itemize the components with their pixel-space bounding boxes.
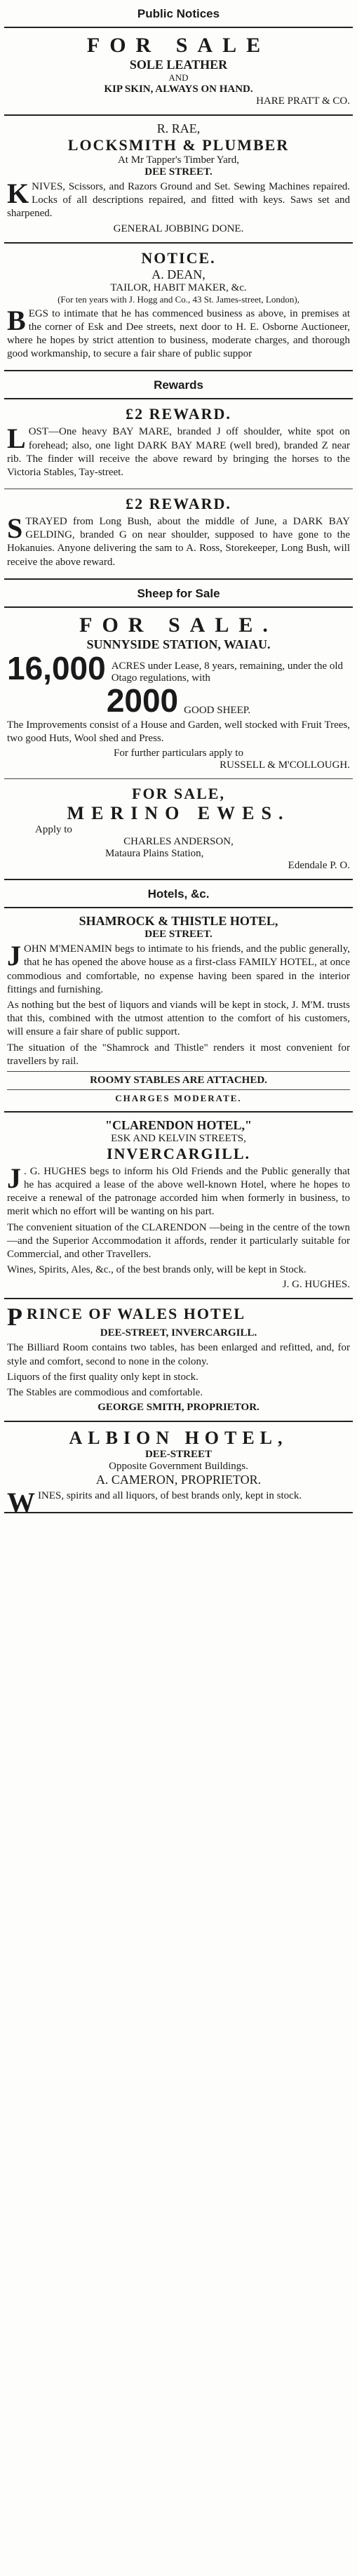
ad-reward-gelding — [4, 492, 353, 576]
ad-subtitle: (For ten years with J. Hogg and Co., 43 St. James-street, London), — [58, 293, 299, 305]
ad-line: KIP SKIN, ALWAYS ON HAND. — [104, 84, 253, 95]
ad-rae-locksmith — [4, 119, 353, 239]
ad-streets: ESK AND KELVIN STREETS, — [111, 1132, 246, 1144]
divider — [4, 1512, 353, 1513]
ad-street: DEE STREET. — [144, 929, 213, 941]
divider — [7, 1071, 350, 1072]
ad-name: ALBION HOTEL, — [69, 1428, 288, 1449]
acres-number: 16,000 — [7, 649, 106, 686]
ad-body-text: INES, spirits and all liquors, of best brands only, kept in stock. — [38, 1490, 302, 1502]
ad-trade: TAILOR, HABIT MAKER, &c. — [110, 281, 247, 293]
ad-po: Edendale P. O. — [288, 860, 350, 872]
section-sheep: Sheep for Sale — [137, 586, 220, 600]
dropcap: W — [7, 1487, 35, 1519]
ad-footer: GENERAL JOBBING DONE. — [113, 223, 244, 234]
ad-signature: GEORGE SMITH, PROPRIETOR. — [97, 1402, 260, 1414]
ad-apply: Apply to — [35, 824, 72, 836]
ad-merino-ewes — [4, 782, 353, 876]
dropcap: L — [7, 423, 26, 455]
divider — [4, 1298, 353, 1299]
ad-body: Wines, Spirits, Ales, &c., of the best brands only, will be kept in Stock. — [7, 1264, 307, 1276]
ad-trade: LOCKSMITH & PLUMBER — [67, 136, 290, 154]
ad-name: SHAMROCK & THISTLE HOTEL, — [79, 914, 278, 929]
ad-station: SUNNYSIDE STATION, WAIAU. — [86, 637, 271, 651]
sheep-text: GOOD SHEEP. — [184, 704, 251, 716]
ad-signature: RUSSELL & M'COLLOUGH. — [220, 759, 350, 771]
ad-heading: FOR SALE, — [132, 785, 225, 803]
divider — [7, 1089, 350, 1090]
ad-body: The convenient situation of the CLARENDON —being in the centre of the town—and the Superior Accommodation it affords, render it particularly suitable for Commercial, and other Travellers. — [7, 1221, 350, 1260]
ad-body — [7, 425, 350, 479]
ad-heading: £2 REWARD. — [126, 495, 231, 513]
ad-signature: A. CAMERON, PROPRIETOR. — [95, 1473, 262, 1487]
ad-stables: ROOMY STABLES ARE ATTACHED. — [90, 1074, 267, 1086]
ad-body — [7, 304, 350, 361]
ad-body: The Improvements consist of a House and Garden, well stocked with Fruit Trees, two good Huts, Wool shed and Press. — [7, 719, 350, 744]
ad-body: The Billiard Room contains two tables, has been enlarged and refitted, and, for style and comfort, second to none in the colony. — [7, 1342, 350, 1367]
section-rewards: Rewards — [154, 378, 203, 392]
ad-albion-hotel — [4, 1425, 353, 1519]
ad-signature: HARE PRATT & CO. — [256, 95, 350, 107]
ad-signature: J. G. HUGHES. — [282, 1279, 350, 1291]
divider — [4, 398, 353, 399]
ad-name: A. DEAN, — [151, 267, 206, 281]
ad-name-line — [7, 1303, 350, 1332]
ad-body: Liquors of the first quality only kept in stock. — [7, 1371, 198, 1383]
ad-body: The situation of the "Shamrock and Thistle" renders it most convenient for travellers by rail. — [7, 1042, 350, 1067]
ad-further: For further particulars apply to — [114, 748, 243, 759]
ad-body-text: OHN M'MENAMIN begs to intimate to his friends, and the public generally, that he has opened the above house as a first-class FAMILY HOTEL, at once commodious and comfortable, no expense having been spared in the interior fittings and furnishing. — [7, 943, 350, 995]
divider — [4, 578, 353, 580]
ad-heading: NOTICE. — [141, 248, 216, 267]
divider — [4, 907, 353, 908]
dropcap: K — [7, 178, 29, 209]
ad-body — [7, 1162, 350, 1219]
ad-charges: CHARGES MODERATE. — [115, 1092, 242, 1103]
ad-heading: FOR SALE. — [79, 613, 278, 637]
ad-body-text: OST—One heavy BAY MARE, branded J off shoulder, white spot on forehead; also, one light DARK BAY MARE (well bred), branded Z near rib. The finder will receive the above reward by bringing the horses to the Victoria Stables, Tay-street. — [7, 426, 350, 478]
dropcap: B — [7, 304, 26, 336]
ad-sole-leather — [4, 31, 353, 112]
divider — [4, 879, 353, 880]
divider — [4, 242, 353, 244]
ad-name: "CLARENDON HOTEL," — [105, 1117, 252, 1132]
ad-heading: £2 REWARD. — [126, 405, 231, 423]
divider — [4, 1111, 353, 1113]
ad-body-text: TRAYED from Long Bush, about the middle of June, a DARK BAY GELDING, branded G on near shoulder, supposed to have gone to the Hokanuies. Anyone delivering the sam to A. Ross, Storekeeper, Long Bush, will receive the above reward. — [7, 516, 350, 568]
ad-body: As nothing but the best of liquors and viands will be kept in stock, J. M'M. trusts that this, combined with the utmost attention to the comfort of his customers, will ensure a fair share of public support. — [7, 999, 350, 1038]
dropcap: P — [7, 1303, 24, 1332]
ad-heading: FOR SALE — [86, 34, 271, 57]
acres-text: ACRES under Lease, 8 years, remaining, under the old Otago regulations, with — [111, 660, 344, 684]
ad-street: DEE-STREET, INVERCARGILL. — [100, 1327, 257, 1339]
acres-line — [7, 649, 350, 686]
ad-town: INVERCARGILL. — [106, 1144, 251, 1162]
ad-prince-of-wales-hotel — [4, 1302, 353, 1418]
section-hotels: Hotels, &c. — [147, 887, 210, 901]
ad-name: CHARLES ANDERSON, — [123, 836, 234, 848]
ad-body — [7, 1487, 350, 1519]
divider — [4, 778, 353, 779]
ad-body — [7, 512, 350, 569]
ad-name: RINCE OF WALES HOTEL — [27, 1305, 246, 1323]
ad-opposite: Opposite Government Buildings. — [109, 1461, 248, 1473]
ad-station: Mataura Plains Station, — [105, 848, 204, 860]
ad-address: DEE STREET. — [144, 166, 213, 178]
ad-body: The Stables are commodious and comfortable. — [7, 1386, 203, 1398]
ad-street: DEE-STREET — [144, 1449, 213, 1461]
section-public-notices: Public Notices — [137, 7, 220, 20]
ad-body — [7, 180, 350, 221]
ad-sunnyside — [4, 611, 353, 776]
divider — [4, 370, 353, 371]
ad-dean-tailor — [4, 246, 353, 368]
sheep-line — [7, 684, 350, 717]
ad-body-text: NIVES, Scissors, and Razors Ground and Set. Sewing Machines repaired. Locks of all descriptions repaired, and fitted with keys. Saws set and sharpened. — [7, 181, 350, 220]
ad-title: MERINO EWES. — [67, 803, 290, 824]
divider — [4, 114, 353, 116]
ad-address: At Mr Tapper's Timber Yard, — [117, 154, 240, 166]
ad-shamrock-hotel — [4, 911, 353, 1108]
divider — [4, 27, 353, 28]
ad-body-text: . G. HUGHES begs to inform his Old Friends and the Public generally that he has acquired a lease of the above well-known Hotel, where he hopes to receive a renewal of the patronage accorded him when formerly in business, to merit which no effort will be wanting on his part. — [7, 1165, 350, 1218]
ad-line: AND — [168, 72, 189, 83]
newspaper-column — [4, 0, 353, 1519]
ad-line: SOLE LEATHER — [129, 58, 228, 72]
ad-body — [7, 940, 350, 997]
ad-body-text: EGS to intimate that he has commenced business as above, in premises at the corner of Esk and Dee streets, next door to H. E. Osborne Auctioneer, where he hopes by strict attention to business, moderate charges, and thorough good workmanship, to secure a fair share of public suppor — [7, 307, 350, 360]
ad-reward-mares — [4, 402, 353, 486]
ad-name: R. RAE, — [156, 121, 201, 135]
sheep-number: 2000 — [106, 682, 179, 719]
dropcap: J — [7, 940, 21, 972]
divider — [4, 606, 353, 608]
divider — [4, 1421, 353, 1422]
dropcap: S — [7, 512, 23, 545]
dropcap: J — [7, 1162, 21, 1194]
ad-clarendon-hotel — [4, 1115, 353, 1296]
